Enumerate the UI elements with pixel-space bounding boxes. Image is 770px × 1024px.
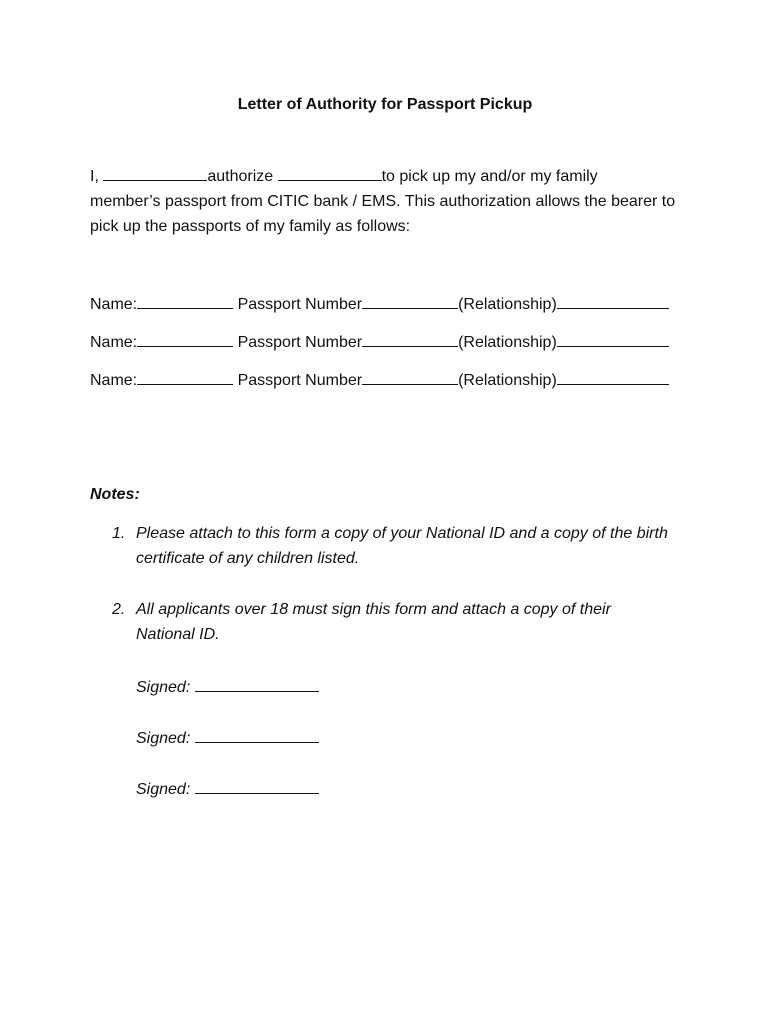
passport-number-label: Passport Number: [233, 372, 363, 389]
passport-number-field[interactable]: [362, 368, 458, 385]
relationship-label: (Relationship): [458, 372, 557, 389]
notes-heading: Notes:: [90, 486, 140, 503]
signature-field[interactable]: [195, 726, 319, 743]
signed-label: Signed:: [136, 781, 195, 798]
signature-row-3: [136, 777, 319, 828]
relationship-field[interactable]: [557, 368, 669, 385]
name-label: Name:: [90, 296, 138, 313]
authorization-purpose: to pick up my and/or my family: [381, 168, 598, 185]
note-item-1: [112, 521, 682, 571]
name-field[interactable]: [137, 368, 233, 385]
authorization-line-2: member’s passport from CITIC bank / EMS. This authorization allows the bearer to: [90, 193, 676, 210]
name-field[interactable]: [137, 330, 233, 347]
family-member-row-1: [90, 292, 690, 330]
note-number: 2.: [112, 601, 126, 618]
authorization-line-3: pick up the passports of my family as follows:: [90, 218, 411, 235]
name-label: Name:: [90, 334, 138, 351]
passport-number-label: Passport Number: [233, 296, 363, 313]
relationship-field[interactable]: [557, 330, 669, 347]
note-text-line-2: certificate of any children listed.: [136, 550, 360, 567]
passport-number-label: Passport Number: [233, 334, 363, 351]
name-field[interactable]: [137, 292, 233, 309]
signature-field[interactable]: [195, 777, 319, 794]
relationship-field[interactable]: [557, 292, 669, 309]
authorization-prefix: I,: [90, 168, 104, 185]
signature-section: [136, 675, 319, 828]
passport-number-field[interactable]: [362, 330, 458, 347]
name-label: Name:: [90, 372, 138, 389]
passport-number-field[interactable]: [362, 292, 458, 309]
document-title: Letter of Authority for Passport Pickup: [237, 96, 533, 113]
family-members-list: [90, 292, 690, 406]
authorizer-name-field[interactable]: [103, 164, 207, 181]
authorization-verb: authorize: [207, 168, 278, 185]
signature-row-2: [136, 726, 319, 777]
note-number: 1.: [112, 525, 126, 542]
family-member-row-3: [90, 368, 690, 406]
relationship-label: (Relationship): [458, 334, 557, 351]
authorization-line-1: [90, 164, 690, 189]
signature-field[interactable]: [195, 675, 319, 692]
relationship-label: (Relationship): [458, 296, 557, 313]
note-text-line-2: National ID.: [136, 626, 220, 643]
notes-list: [112, 521, 682, 673]
signed-label: Signed:: [136, 730, 195, 747]
authorization-paragraph: [90, 164, 690, 239]
note-text-line-1: All applicants over 18 must sign this form and attach a copy of their: [136, 601, 611, 618]
signed-label: Signed:: [136, 679, 195, 696]
family-member-row-2: [90, 330, 690, 368]
note-text-line-1: Please attach to this form a copy of your National ID and a copy of the birth: [136, 525, 668, 542]
note-item-2: [112, 597, 682, 647]
signature-row-1: [136, 675, 319, 726]
bearer-name-field[interactable]: [278, 164, 382, 181]
